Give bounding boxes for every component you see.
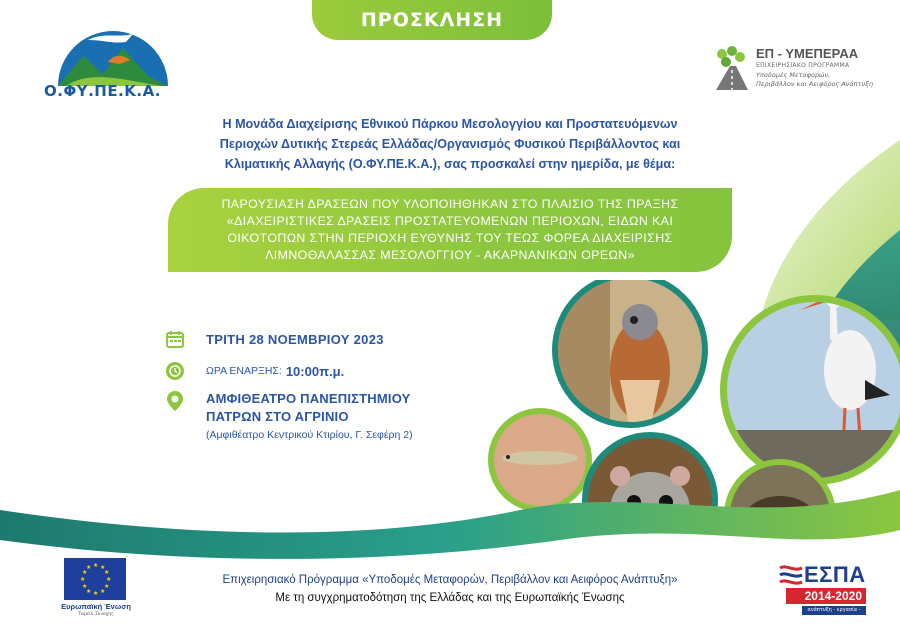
event-time-row (166, 362, 344, 380)
banner-label: ΠΡΟΣΚΛΗΣΗ (360, 9, 504, 31)
svg-text:★: ★ (100, 564, 106, 571)
event-title-line: «ΔΙΑΧΕΙΡΙΣΤΙΚΕΣ ΔΡΑΣΕΙΣ ΠΡΟΣΤΑΤΕΥΟΜΕΝΩΝ ΠΕΡΙΟΧΩΝ, ΕΙΔΩΝ ΚΑΙ (226, 214, 674, 228)
espa-title: ΕΣΠΑ (804, 562, 866, 587)
ep-subtitle: ΕΠΙΧΕΙΡΗΣΙΑΚΟ ΠΡΟΓΡΑΜΜΑ (756, 62, 850, 69)
intro-line: Περιοχών Δυτικής Στερεάς Ελλάδας/Οργανισμός Φυσικού Περιβάλλοντος και (219, 137, 681, 151)
eu-fund-label: Ταμείο Συνοχής (78, 612, 114, 617)
intro-line: Η Μονάδα Διαχείρισης Εθνικού Πάρκου Μεσολογγίου και Προστατευόμενων (222, 117, 678, 131)
event-title-line: ΛΙΜΝΟΘΑΛΑΣΣΑΣ ΜΕΣΟΛΟΓΓΙΟΥ - ΑΚΑΡΝΑΝΙΚΩΝ ΟΡΕΩΝ» (265, 248, 635, 262)
intro-line: Κλιματικής Αλλαγής (Ο.ΦΥ.ΠΕ.Κ.Α.), σας προσκαλεί στην ημερίδα, με θέμα: (224, 157, 676, 171)
footer-wave (0, 470, 900, 634)
svg-text:★: ★ (100, 588, 106, 595)
ep-ymeperaa-logo (712, 46, 882, 96)
eu-label: Ευρωπαϊκή Ένωση (61, 602, 131, 611)
svg-text:★: ★ (106, 576, 112, 583)
event-place (206, 390, 413, 444)
svg-text:★: ★ (104, 569, 110, 576)
svg-text:★: ★ (82, 583, 88, 590)
event-title-line: ΟΙΚΟΤΟΠΩΝ ΣΤΗΝ ΠΕΡΙΟΧΗ ΕΥΘΥΝΗΣ ΤΟΥ ΤΕΩΣ ΦΟΡΕΑ ΔΙΑΧΕΙΡΙΣΗΣ (227, 231, 673, 245)
clock-icon (166, 362, 184, 380)
svg-text:★: ★ (104, 583, 110, 590)
ep-line3: Περιβάλλον και Αειφόρος Ανάπτυξη (756, 80, 874, 88)
espa-years: 2014-2020 (786, 588, 866, 604)
footer-program: Επιχειρησιακό Πρόγραμμα «Υποδομές Μεταφορών, Περιβάλλον και Αειφόρος Ανάπτυξη» (222, 574, 678, 586)
ep-line2: Υποδομές Μεταφορών, (756, 71, 831, 79)
event-date-row (166, 330, 384, 348)
location-pin-icon (166, 390, 184, 412)
event-title-pill (168, 188, 732, 272)
eu-flag-icon (64, 558, 126, 600)
svg-text:★: ★ (82, 569, 88, 576)
event-title-line: ΠΑΡΟΥΣΙΑΣΗ ΔΡΑΣΕΩΝ ΠΟΥ ΥΛΟΠΟΙΗΘΗΚΑΝ ΣΤΟ ΠΛΑΙΣΙΟ ΤΗΣ ΠΡΑΞΗΣ (221, 197, 679, 211)
calendar-icon (166, 330, 184, 348)
place-line: ΠΑΤΡΩΝ ΣΤΟ ΑΓΡΙΝΙΟ (206, 409, 349, 424)
svg-text:★: ★ (86, 588, 92, 595)
tree-road-icon (712, 46, 752, 92)
ofypeka-logo-text: Ο.ΦΥ.ΠΕ.Κ.Α. (44, 82, 161, 100)
svg-text:★: ★ (80, 576, 86, 583)
svg-text:★: ★ (93, 590, 99, 597)
ep-title: ΕΠ - ΥΜΕΠΕΡΑΑ (756, 46, 859, 61)
place-address: (Αμφιθέατρο Κεντρικού Κτιρίου, Γ. Σεφέρη 2) (206, 429, 413, 441)
intro-paragraph (150, 114, 750, 174)
svg-text:★: ★ (93, 562, 99, 569)
stork-photo (720, 290, 900, 490)
svg-text:★: ★ (86, 564, 92, 571)
espa-tagline: ανάπτυξη - εργασία - αλληλεγγύη (802, 606, 866, 615)
start-time-label: ΩΡΑ ΕΝΑΡΞΗΣ: (206, 365, 282, 377)
espa-logo (776, 562, 866, 622)
invitation-banner (312, 0, 552, 40)
event-place-row (166, 390, 413, 444)
espa-wave-icon (778, 562, 804, 588)
kestrel-photo (550, 280, 710, 430)
place-line: ΑΜΦΙΘΕΑΤΡΟ ΠΑΝΕΠΙΣΤΗΜΙΟΥ (206, 391, 411, 406)
start-time-value: 10:00π.μ. (285, 363, 345, 379)
event-date: ΤΡΙΤΗ 28 ΝΟΕΜΒΡΙΟΥ 2023 (206, 331, 384, 347)
footer-cofunding: Με τη συγχρηματοδότηση της Ελλάδας και της Ευρωπαϊκής Ένωσης (275, 592, 625, 604)
